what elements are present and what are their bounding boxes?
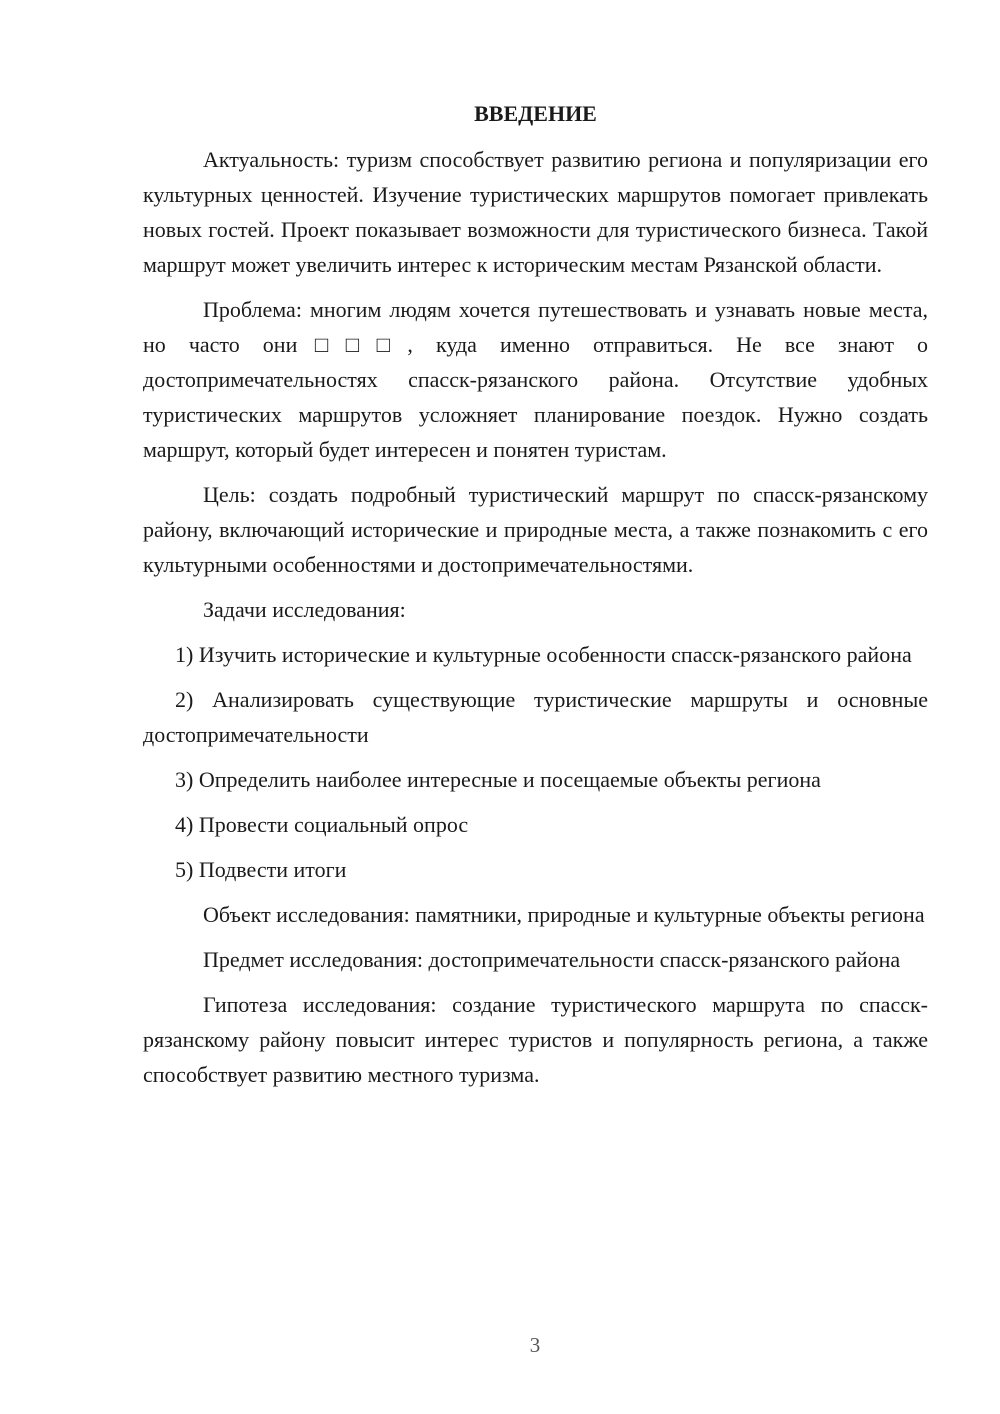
page-number: 3 xyxy=(529,1333,541,1357)
task-item-3: 3) Определить наиболее интересные и посещаемые объекты региона xyxy=(175,767,821,792)
paragraph-problem: Проблема: многим людям хочется путешествовать и узнавать новые места, но часто они□□□, куда именно отправиться. Не все знают о достопримечательностях спасск-рязанского района. Отсутствие удобных туристических маршрутов усложняет планирование поездок. Нужно создать маршрут, который будет интересен и понятен туристам. xyxy=(143,297,928,462)
paragraph-goal: Цель: создать подробный туристический маршрут по спасск-рязанскому району, включающий исторические и природные места, а также познакомить с его культурными особенностями и достопримечательностями. xyxy=(143,482,928,577)
task-item-4: 4) Провести социальный опрос xyxy=(175,812,469,837)
paragraph-relevance: Актуальность: туризм способствует развитию региона и популяризации его культурных ценностей. Изучение туристических маршрутов помогает привлекать новых гостей. Проект показывает возможности для туристического бизнеса. Такой маршрут может увеличить интерес к историческим местам Рязанской области. xyxy=(143,147,928,277)
tasks-heading: Задачи исследования: xyxy=(203,597,406,622)
paragraph-object: Объект исследования: памятники, природные и культурные объекты региона xyxy=(203,902,925,927)
task-item-1: 1) Изучить исторические и культурные особенности спасск-рязанского района xyxy=(175,642,912,667)
document-body xyxy=(143,96,928,1102)
paragraph-subject: Предмет исследования: достопримечательности спасск-рязанского района xyxy=(203,947,901,972)
task-item-2: 2) Анализировать существующие туристические маршруты и основные достопримечательности xyxy=(143,687,928,747)
page-title: ВВЕДЕНИЕ xyxy=(474,101,597,126)
task-item-5: 5) Подвести итоги xyxy=(175,857,347,882)
paragraph-hypothesis: Гипотеза исследования: создание туристического маршрута по спасск-рязанскому району повысит интерес туристов и популярность региона, а также способствует развитию местного туризма. xyxy=(143,992,928,1087)
